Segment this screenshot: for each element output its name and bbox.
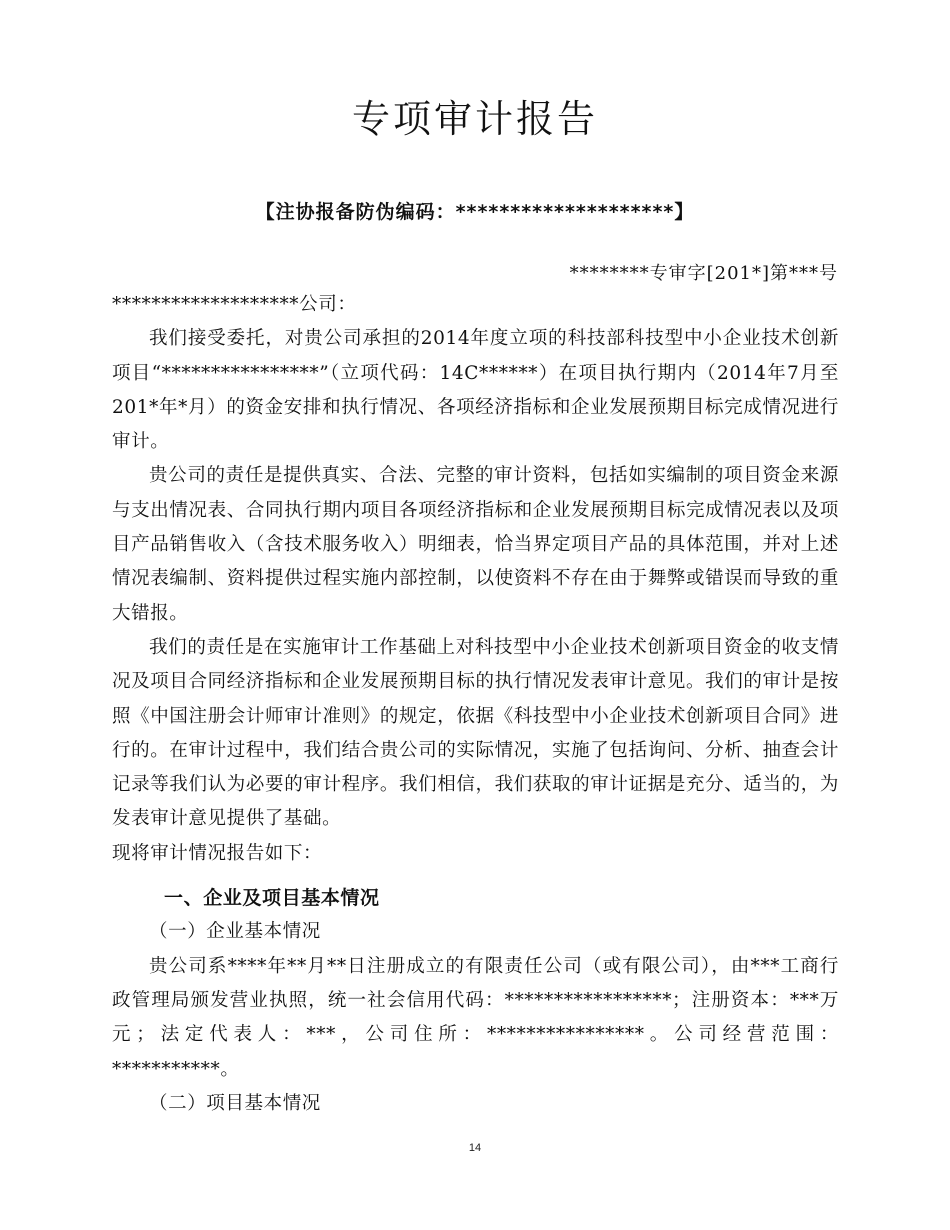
paragraph-company-info: 贵公司系****年**月**日注册成立的有限责任公司（或有限公司），由***工商行政管理局颁发营业执照，统一社会信用代码：*****************；注册资本：***万元；法定代表人：***，公司住所：****************。公司经营范围：***********。 (112, 955, 839, 1080)
page-title: 专项审计报告 (351, 97, 598, 141)
closing-line: 现将审计情况报告如下： (112, 842, 323, 864)
report-body (112, 288, 839, 1121)
document-number: ********专审字[201*]第***号 (569, 263, 838, 284)
addressee: *******************公司： (112, 294, 357, 315)
paragraph-client-responsibility: 贵公司的责任是提供真实、合法、完整的审计资料，包括如实编制的项目资金来源与支出情况表、合同执行期内项目各项经济指标和企业发展预期目标完成情况表以及项目产品销售收入（含技术服务收入）明细表，恰当界定项目产品的具体范围，并对上述情况表编制、资料提供过程实施内部控制，以使资料不存在由于舞弊或错误而导致的重大错报。 (112, 465, 839, 624)
page-number: 14 (468, 1142, 482, 1154)
section-heading: 一、企业及项目基本情况 (164, 887, 380, 910)
anti-fraud-code: 【注协报备防伪编码：********************】 (255, 201, 695, 223)
subsection-heading: （一）企业基本情况 (149, 921, 321, 943)
paragraph-engagement: 我们接受委托，对贵公司承担的2014年度立项的科技部科技型中小企业技术创新项目“****************”（立项代码：14C******）在项目执行期内（2014年7月至201*年*月）的资金安排和执行情况、各项经济指标和企业发展预期目标完成情况进行审计。 (112, 328, 839, 453)
paragraph-auditor-responsibility: 我们的责任是在实施审计工作基础上对科技型中小企业技术创新项目资金的收支情况及项目合同经济指标和企业发展预期目标的执行情况发表审计意见。我们的审计是按照《中国注册会计师审计准则》的规定，依据《科技型中小企业技术创新项目合同》进行的。在审计过程中，我们结合贵公司的实际情况，实施了包括询问、分析、抽查会计记录等我们认为必要的审计程序。我们相信，我们获取的审计证据是充分、适当的，为发表审计意见提供了基础。 (112, 636, 839, 830)
subsection-heading: （二）项目基本情况 (149, 1092, 321, 1114)
